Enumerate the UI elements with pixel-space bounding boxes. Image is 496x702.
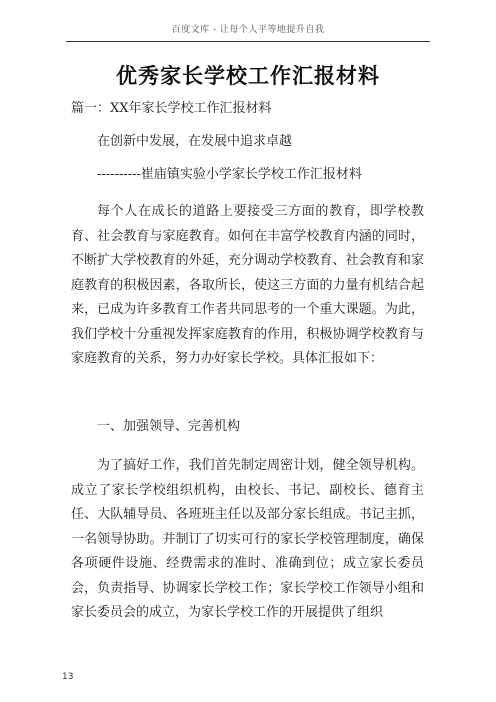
document-title: 优秀家长学校工作汇报材料 [116, 63, 380, 88]
byline: ----------崔庙镇实验小学家长学校工作汇报材料 [97, 167, 362, 182]
page-number: 13 [62, 672, 74, 682]
subtitle: 在创新中发展，在发展中追求卓越 [97, 134, 293, 149]
header-divider [66, 41, 430, 42]
heading-section-one: 一、加强领导、完善机构 [97, 419, 241, 434]
page-header: 百度文库 - 让每个人平等地提升自我 [171, 25, 325, 35]
section-heading: 篇一：XX年家长学校工作汇报材料 [71, 101, 272, 116]
paragraph-intro: 每个人在成长的道路上要接受三方面的教育，即学校教育、社会教育与家庭教育。如何在丰富学校教育内涵的同时，不断扩大学校教育的外延，充分调动学校教育、社会教育和家庭教育的积极因素，各取所长，使这三方面的力量有机结合起来，已成为许多教育工作者共同思考的一个重大课题。为此，我们学校十分重视发挥家庭教育的作用，积极协调学校教育与家庭教育的关系，努力办好家长学校。具体汇报如下： [71, 204, 424, 366]
paragraph-leadership: 为了搞好工作，我们首先制定周密计划，健全领导机构。成立了家长学校组织机构，由校长、书记、副校长、德育主任、大队辅导员、各班班主任以及部分家长组成。书记主抓，一名领导协助。并制订了切实可行的家长学校管理制度，确保各项硬件设施、经费需求的准时、准确到位；成立家长委员会，负责指导、协调家长学校工作；家长学校工作领导小组和家长委员会的成立，为家长学校工作的开展提供了组织 [71, 458, 424, 620]
